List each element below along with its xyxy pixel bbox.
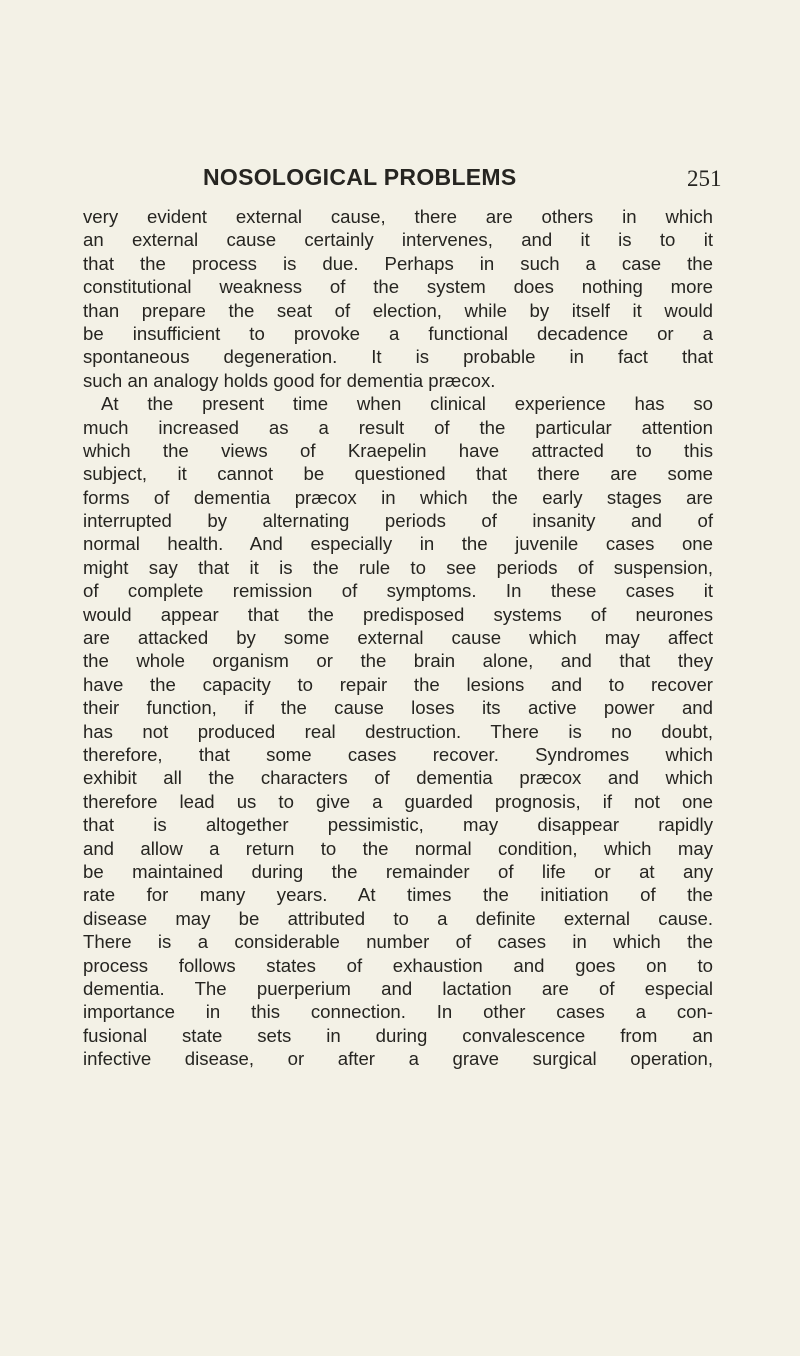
text-line: At the present time when clinical experience has so: [101, 393, 713, 415]
body-text: [83, 205, 713, 1070]
text-line: therefore, that some cases recover. Syndromes which: [83, 743, 713, 765]
text-line: much increased as a result of the particular attention: [83, 416, 713, 438]
text-line: fusional state sets in during convalescence from an: [83, 1024, 713, 1046]
text-line: importance in this connection. In other cases a con-: [83, 1001, 713, 1023]
text-line: the whole organism or the brain alone, and that they: [83, 650, 713, 672]
text-line: might say that it is the rule to see periods of suspension,: [83, 556, 713, 578]
text-line: interrupted by alternating periods of insanity and of: [83, 510, 713, 532]
running-header: NOSOLOGICAL PROBLEMS: [203, 164, 517, 190]
text-line: an external cause certainly intervenes, and it is to it: [83, 229, 713, 251]
text-line: has not produced real destruction. There is no doubt,: [83, 720, 713, 742]
text-line: that is altogether pessimistic, may disappear rapidly: [83, 814, 713, 836]
text-line: would appear that the predisposed systems of neurones: [83, 603, 713, 625]
text-line: spontaneous degeneration. It is probable in fact that: [83, 346, 713, 368]
text-line: dementia. The puerperium and lactation are of especial: [83, 977, 713, 999]
text-line: disease may be attributed to a definite external cause.: [83, 907, 713, 929]
text-line: subject, it cannot be questioned that there are some: [83, 463, 713, 485]
page-number: 251: [687, 166, 722, 191]
text-line: which the views of Kraepelin have attracted to this: [83, 439, 713, 461]
text-line: forms of dementia præcox in which the early stages are: [83, 486, 713, 508]
text-line: be maintained during the remainder of life or at any: [83, 860, 713, 882]
text-line: very evident external cause, there are others in which: [83, 206, 713, 227]
text-line: exhibit all the characters of dementia præcox and which: [83, 767, 713, 789]
text-line: than prepare the seat of election, while by itself it would: [83, 299, 713, 321]
text-line: that the process is due. Perhaps in such a case the: [83, 252, 713, 274]
text-line: There is a considerable number of cases in which the: [83, 931, 713, 953]
text-line: have the capacity to repair the lesions and to recover: [83, 673, 713, 695]
text-line: be insufficient to provoke a functional decadence or a: [83, 322, 713, 344]
text-line: their function, if the cause loses its active power and: [83, 697, 713, 719]
text-line: process follows states of exhaustion and goes on to: [83, 954, 713, 976]
text-line: normal health. And especially in the juvenile cases one: [83, 533, 713, 555]
text-line: infective disease, or after a grave surgical operation,: [83, 1048, 713, 1070]
text-line: such an analogy holds good for dementia præcox.: [83, 369, 496, 391]
text-line: rate for many years. At times the initiation of the: [83, 884, 713, 906]
text-line: are attacked by some external cause which may affect: [83, 627, 713, 649]
text-line: constitutional weakness of the system does nothing more: [83, 276, 713, 298]
text-line: therefore lead us to give a guarded prognosis, if not one: [83, 790, 713, 812]
text-line: and allow a return to the normal condition, which may: [83, 837, 713, 859]
text-line: of complete remission of symptoms. In these cases it: [83, 580, 713, 602]
